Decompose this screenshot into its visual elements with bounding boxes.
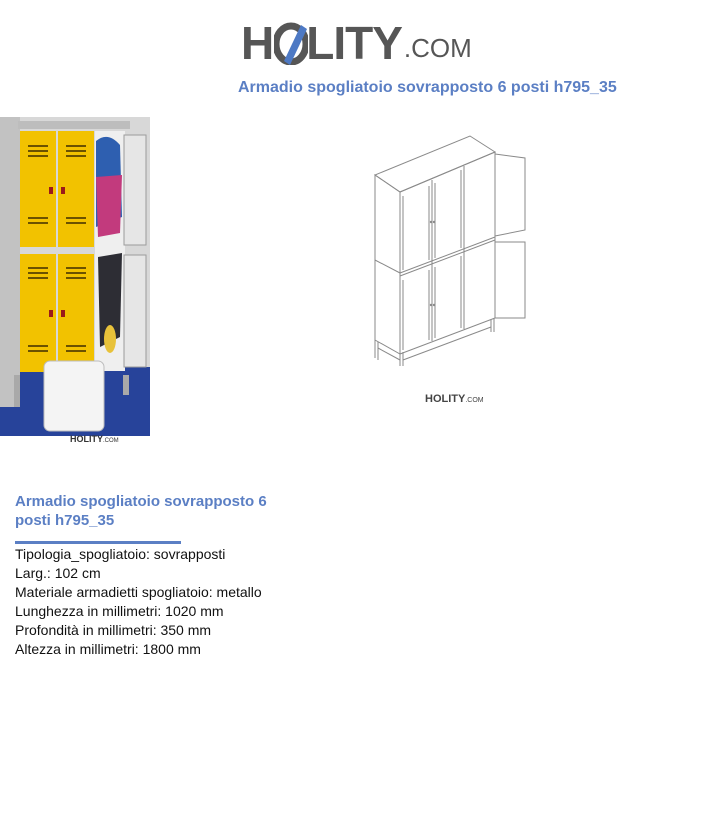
spec-item: Larg.: 102 cm <box>15 565 101 581</box>
drawing-watermark-text: HOLITY <box>425 393 466 405</box>
product-title: Armadio spogliatoio sovrapposto 6 posti h795_35 <box>15 493 267 529</box>
site-logo[interactable] <box>241 10 472 68</box>
spec-item: Lunghezza in millimetri: 1020 mm <box>15 603 224 619</box>
spec-item: Altezza in millimetri: 1800 mm <box>15 641 201 657</box>
photo-watermark-suffix: .COM <box>103 438 119 444</box>
locker-photo-illustration <box>0 117 150 436</box>
product-technical-drawing[interactable] <box>365 130 535 375</box>
page-title: Armadio spogliatoio sovrapposto 6 posti h795_35 <box>238 79 617 96</box>
logo-wordmark <box>241 18 402 68</box>
product-photo[interactable] <box>0 117 150 436</box>
drawing-watermark-suffix: .COM <box>465 397 484 404</box>
logo-letter-h: H <box>241 17 274 69</box>
logo-o-mark-icon <box>274 21 308 65</box>
spec-item: Tipologia_spogliatoio: sovrapposti <box>15 546 226 562</box>
drawing-watermark <box>425 393 484 405</box>
title-divider <box>15 541 181 544</box>
logo-suffix: .COM <box>403 33 472 63</box>
photo-watermark <box>70 434 119 444</box>
logo-letters-lity: LITY <box>306 17 402 69</box>
product-spec-list <box>15 545 262 659</box>
locker-line-drawing <box>365 130 535 375</box>
photo-watermark-text: HOLITY <box>70 434 103 444</box>
spec-item: Materiale armadietti spogliatoio: metallo <box>15 584 262 600</box>
spec-item: Profondità in millimetri: 350 mm <box>15 622 212 638</box>
